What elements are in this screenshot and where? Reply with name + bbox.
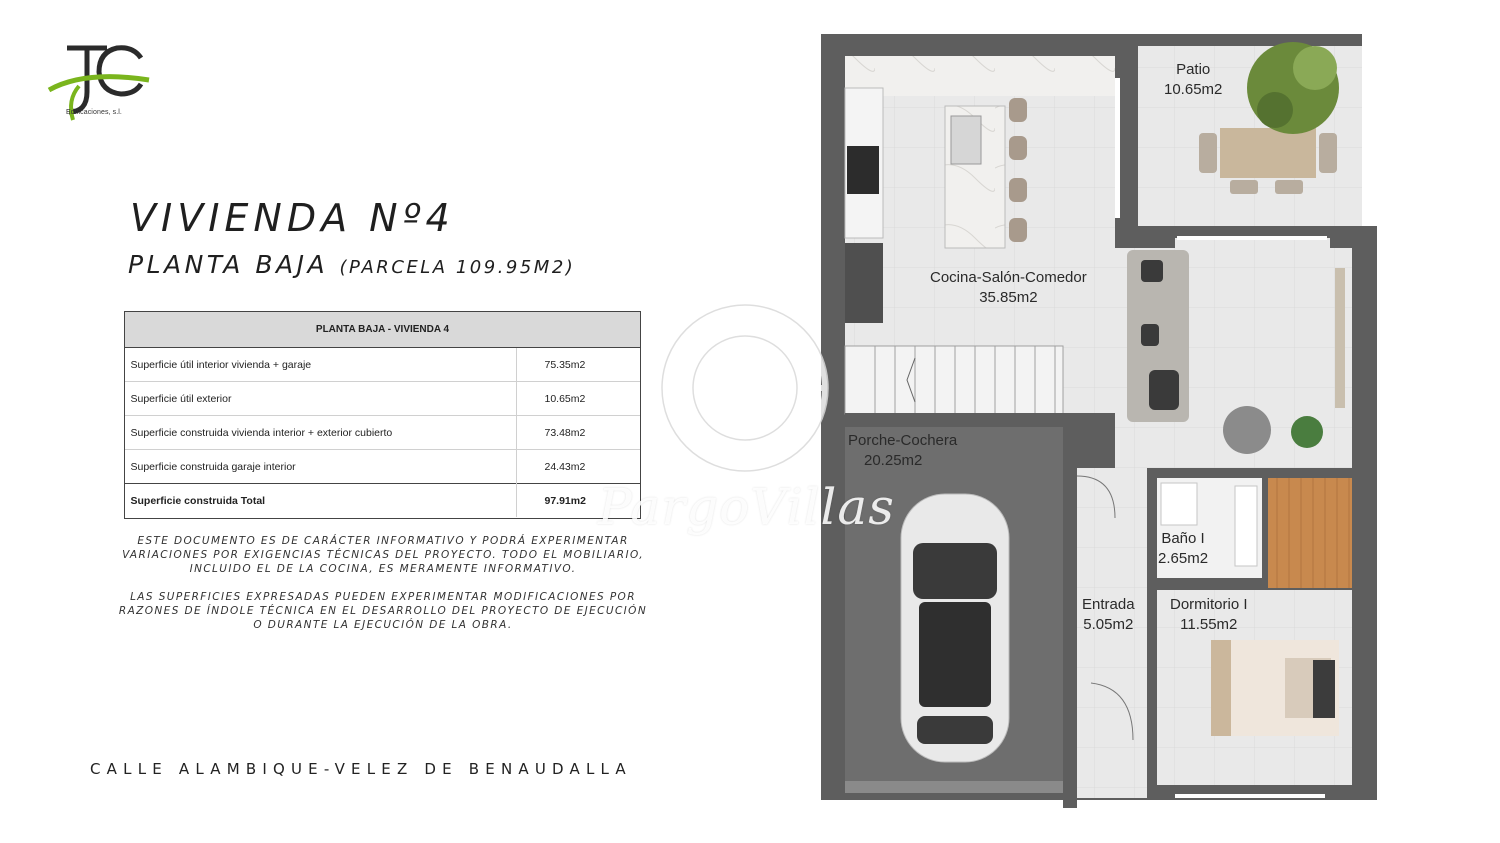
page-title: VIVIENDA Nº4 (130, 196, 455, 240)
page-subtitle (128, 250, 575, 279)
disclaimer-note: ESTE DOCUMENTO ES DE CARÁCTER INFORMATIVO Y PODRÁ EXPERIMENTAR VARIACIONES POR EXIGENCIAS TÉCNICAS DEL PROYECTO. TODO EL MOBILIARIO, INCLUIDO EL DE LA COCINA, ES MERAMENTE INFORMATIVO. (122, 535, 644, 575)
kitchen-band (845, 56, 1115, 96)
room-name: Dormitorio I (1170, 596, 1248, 613)
room-name: Cocina-Salón-Comedor (930, 269, 1087, 286)
surface-note: LAS SUPERFICIES EXPRESADAS PUEDEN EXPERIMENTAR MODIFICACIONES POR RAZONES DE ÍNDOLE TÉCNICA EN EL DESARROLLO DEL PROYECTO DE EJECUCIÓN O DURANTE LA EJECUCIÓN DE LA OBRA. (118, 591, 648, 631)
room-label-dormitorio (1170, 595, 1248, 635)
room-area: 2.65m2 (1158, 550, 1209, 567)
table-row-total (125, 484, 641, 518)
kitchen-fridge (845, 243, 883, 323)
bed (1211, 640, 1339, 736)
logo-subtitle: Edificaciones, s.l. (66, 109, 122, 116)
kitchen-cooktop (847, 146, 879, 194)
room-area: 11.55m2 (1180, 616, 1238, 633)
room-area: 20.25m2 (864, 452, 923, 469)
row-value: 24.43m2 (516, 450, 641, 484)
table-row (125, 382, 641, 416)
room-label-entrada (1082, 595, 1135, 635)
row-label: Superficie construida garaje interior (125, 450, 517, 484)
room-label-cocina (930, 268, 1087, 308)
patio-plant (1247, 42, 1339, 134)
room-area: 5.05m2 (1083, 616, 1134, 633)
living-plant (1291, 416, 1323, 448)
tv-console (1335, 268, 1345, 408)
bathroom-wood (1268, 478, 1352, 588)
area-table (124, 311, 641, 517)
row-label: Superficie útil exterior (125, 382, 517, 416)
table-row (125, 416, 641, 450)
room-label-porche (848, 431, 957, 471)
kitchen-sink (951, 116, 981, 164)
table-header: PLANTA BAJA - VIVIENDA 4 (125, 312, 641, 348)
table-header-row (125, 312, 641, 348)
room-area: 35.85m2 (979, 289, 1038, 306)
row-label: Superficie construida Total (125, 484, 517, 518)
row-value: 73.48m2 (516, 416, 641, 450)
room-label-bano (1158, 529, 1208, 569)
watermark-text: PargoVillas (598, 478, 895, 536)
plot-size: (PARCELA 109.95M2) (339, 257, 576, 278)
floor-plan (815, 28, 1385, 808)
table-row (125, 450, 641, 484)
room-name: Patio (1176, 61, 1211, 78)
car (901, 494, 1009, 762)
floor-name: PLANTA BAJA (128, 250, 329, 279)
patio-edge (1362, 34, 1382, 226)
room-name: Entrada (1082, 596, 1135, 613)
table-row (125, 348, 641, 382)
watermark-rosette-icon (655, 298, 835, 478)
room-name: Porche-Cochera (848, 432, 958, 449)
room-area: 10.65m2 (1164, 81, 1223, 98)
room-name: Baño I (1161, 530, 1205, 547)
row-label: Superficie construida vivienda interior + exterior cubierto (125, 416, 517, 450)
row-value: 10.65m2 (516, 382, 641, 416)
staircase (845, 346, 1063, 414)
logo-c-letter (99, 48, 141, 94)
bottom-strip (845, 781, 1063, 793)
row-value: 75.35m2 (516, 348, 641, 382)
address: CALLE ALAMBIQUE-VELEZ DE BENAUDALLA (90, 760, 632, 778)
row-value: 97.91m2 (516, 484, 641, 518)
row-label: Superficie útil interior vivienda + garaje (125, 348, 517, 382)
room-label-patio (1164, 60, 1222, 100)
armchair (1223, 406, 1271, 454)
